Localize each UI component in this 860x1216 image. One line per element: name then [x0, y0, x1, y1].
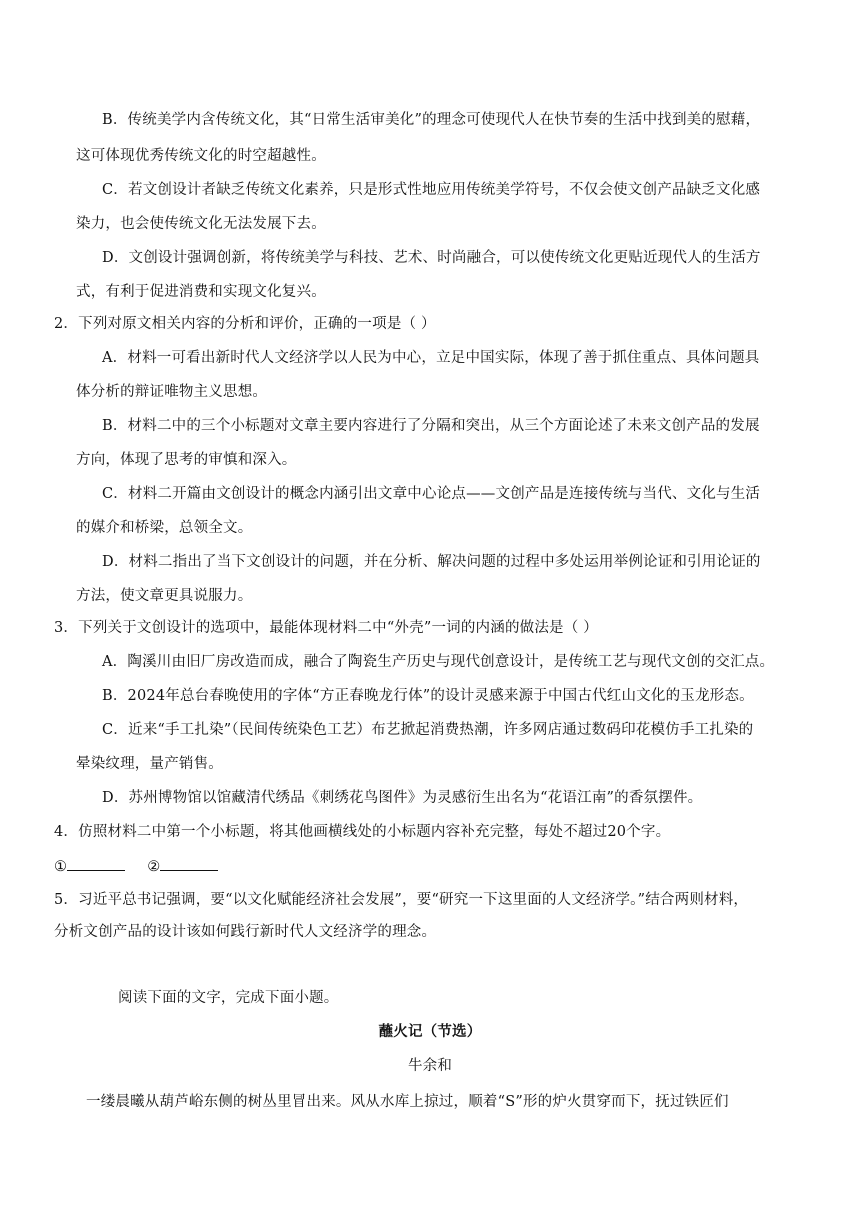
q3-option-a: A．陶溪川由旧厂房改造而成，融合了陶瓷生产历史与现代创意设计，是传统工艺与现代文创的交汇点。	[102, 654, 775, 670]
q3-option-c-line-2: 晕染纹理，量产销售。	[76, 756, 223, 772]
reading-instruction: 阅读下面的文字，完成下面小题。	[118, 990, 339, 1006]
q2-option-b-line-1: B．材料二中的三个小标题对文章主要内容进行了分隔和突出，从三个方面论述了未来文创产品的发展	[102, 418, 760, 434]
q3-option-d: D．苏州博物馆以馆藏清代绣品《刺绣花鸟图件》为灵感衍生出名为“花语江南”的香氛摆件。	[102, 790, 703, 806]
question-4-stem: 4．仿照材料二中第一个小标题，将其他画横线处的小标题内容补充完整，每处不超过20个字。	[54, 824, 671, 840]
q2-option-a-line-1: A．材料一可看出新时代人文经济学以人民为中心，立足中国实际，体现了善于抓住重点、具体问题具	[102, 350, 760, 366]
option-d-line-1: D．文创设计强调创新，将传统美学与科技、艺术、时尚融合，可以使传统文化更贴近现代人的生活方	[102, 250, 761, 266]
question-4-answer-blanks	[54, 856, 240, 877]
question-5-stem-line-2: 分析文创产品的设计该如何践行新时代人文经济学的理念。	[54, 924, 437, 940]
q3-option-c-line-1: C．近来“手工扎染”（民间传统染色工艺）布艺掀起消费热潮，许多网店通过数码印花模仿手工扎染的	[102, 722, 754, 738]
blank-2-marker: ②	[147, 859, 161, 875]
question-5-stem-line-1: 5．习近平总书记强调，要“以文化赋能经济社会发展”，要“研究一下这里面的人文经济学。”结合两则材料，	[54, 892, 749, 908]
blank-2-line[interactable]	[160, 856, 218, 871]
q2-option-d-line-2: 方法，使文章更具说服力。	[76, 588, 253, 604]
question-3-stem: 3．下列关于文创设计的选项中，最能体现材料二中“外壳”一词的内涵的做法是（ ）	[54, 620, 598, 636]
q3-option-b: B．2024年总台春晚使用的字体“方正春晚龙行体”的设计灵感来源于中国古代红山文化的玉龙形态。	[102, 688, 754, 704]
q2-option-a-line-2: 体分析的辩证唯物主义思想。	[76, 384, 268, 400]
option-b-line-1: B．传统美学内含传统文化，其“日常生活审美化”的理念可使现代人在快节奏的生活中找到美的慰藉，	[102, 112, 761, 128]
passage-author: 牛余和	[407, 1058, 453, 1074]
question-2-stem: 2．下列对原文相关内容的分析和评价，正确的一项是（ ）	[54, 316, 436, 332]
blank-1-marker: ①	[54, 859, 68, 875]
option-c-line-1: C．若文创设计者缺乏传统文化素养，只是形式性地应用传统美学符号，不仅会使文创产品缺乏文化感	[102, 182, 761, 198]
blank-1-line[interactable]	[67, 856, 125, 871]
option-c-line-2: 染力，也会使传统文化无法发展下去。	[76, 216, 326, 232]
q2-option-d-line-1: D．材料二指出了当下文创设计的问题，并在分析、解决问题的过程中多处运用举例论证和引用论证的	[102, 554, 761, 570]
option-d-line-2: 式，有利于促进消费和实现文化复兴。	[76, 284, 326, 300]
option-b-line-2: 这可体现优秀传统文化的时空超越性。	[76, 148, 326, 164]
q2-option-c-line-1: C．材料二开篇由文创设计的概念内涵引出文章中心论点——文创产品是连接传统与当代、文化与生活	[102, 486, 761, 502]
q2-option-c-line-2: 的媒介和桥梁，总领全文。	[76, 520, 253, 536]
q2-option-b-line-2: 方向，体现了思考的审慎和深入。	[76, 452, 297, 468]
passage-title: 蘸火记（节选）	[378, 1023, 482, 1040]
passage-body-line-1: 一缕晨曦从葫芦峪东侧的树丛里冒出来。风从水库上掠过，顺着“S”形的炉火贯穿而下，抚过铁匠们	[86, 1094, 729, 1110]
